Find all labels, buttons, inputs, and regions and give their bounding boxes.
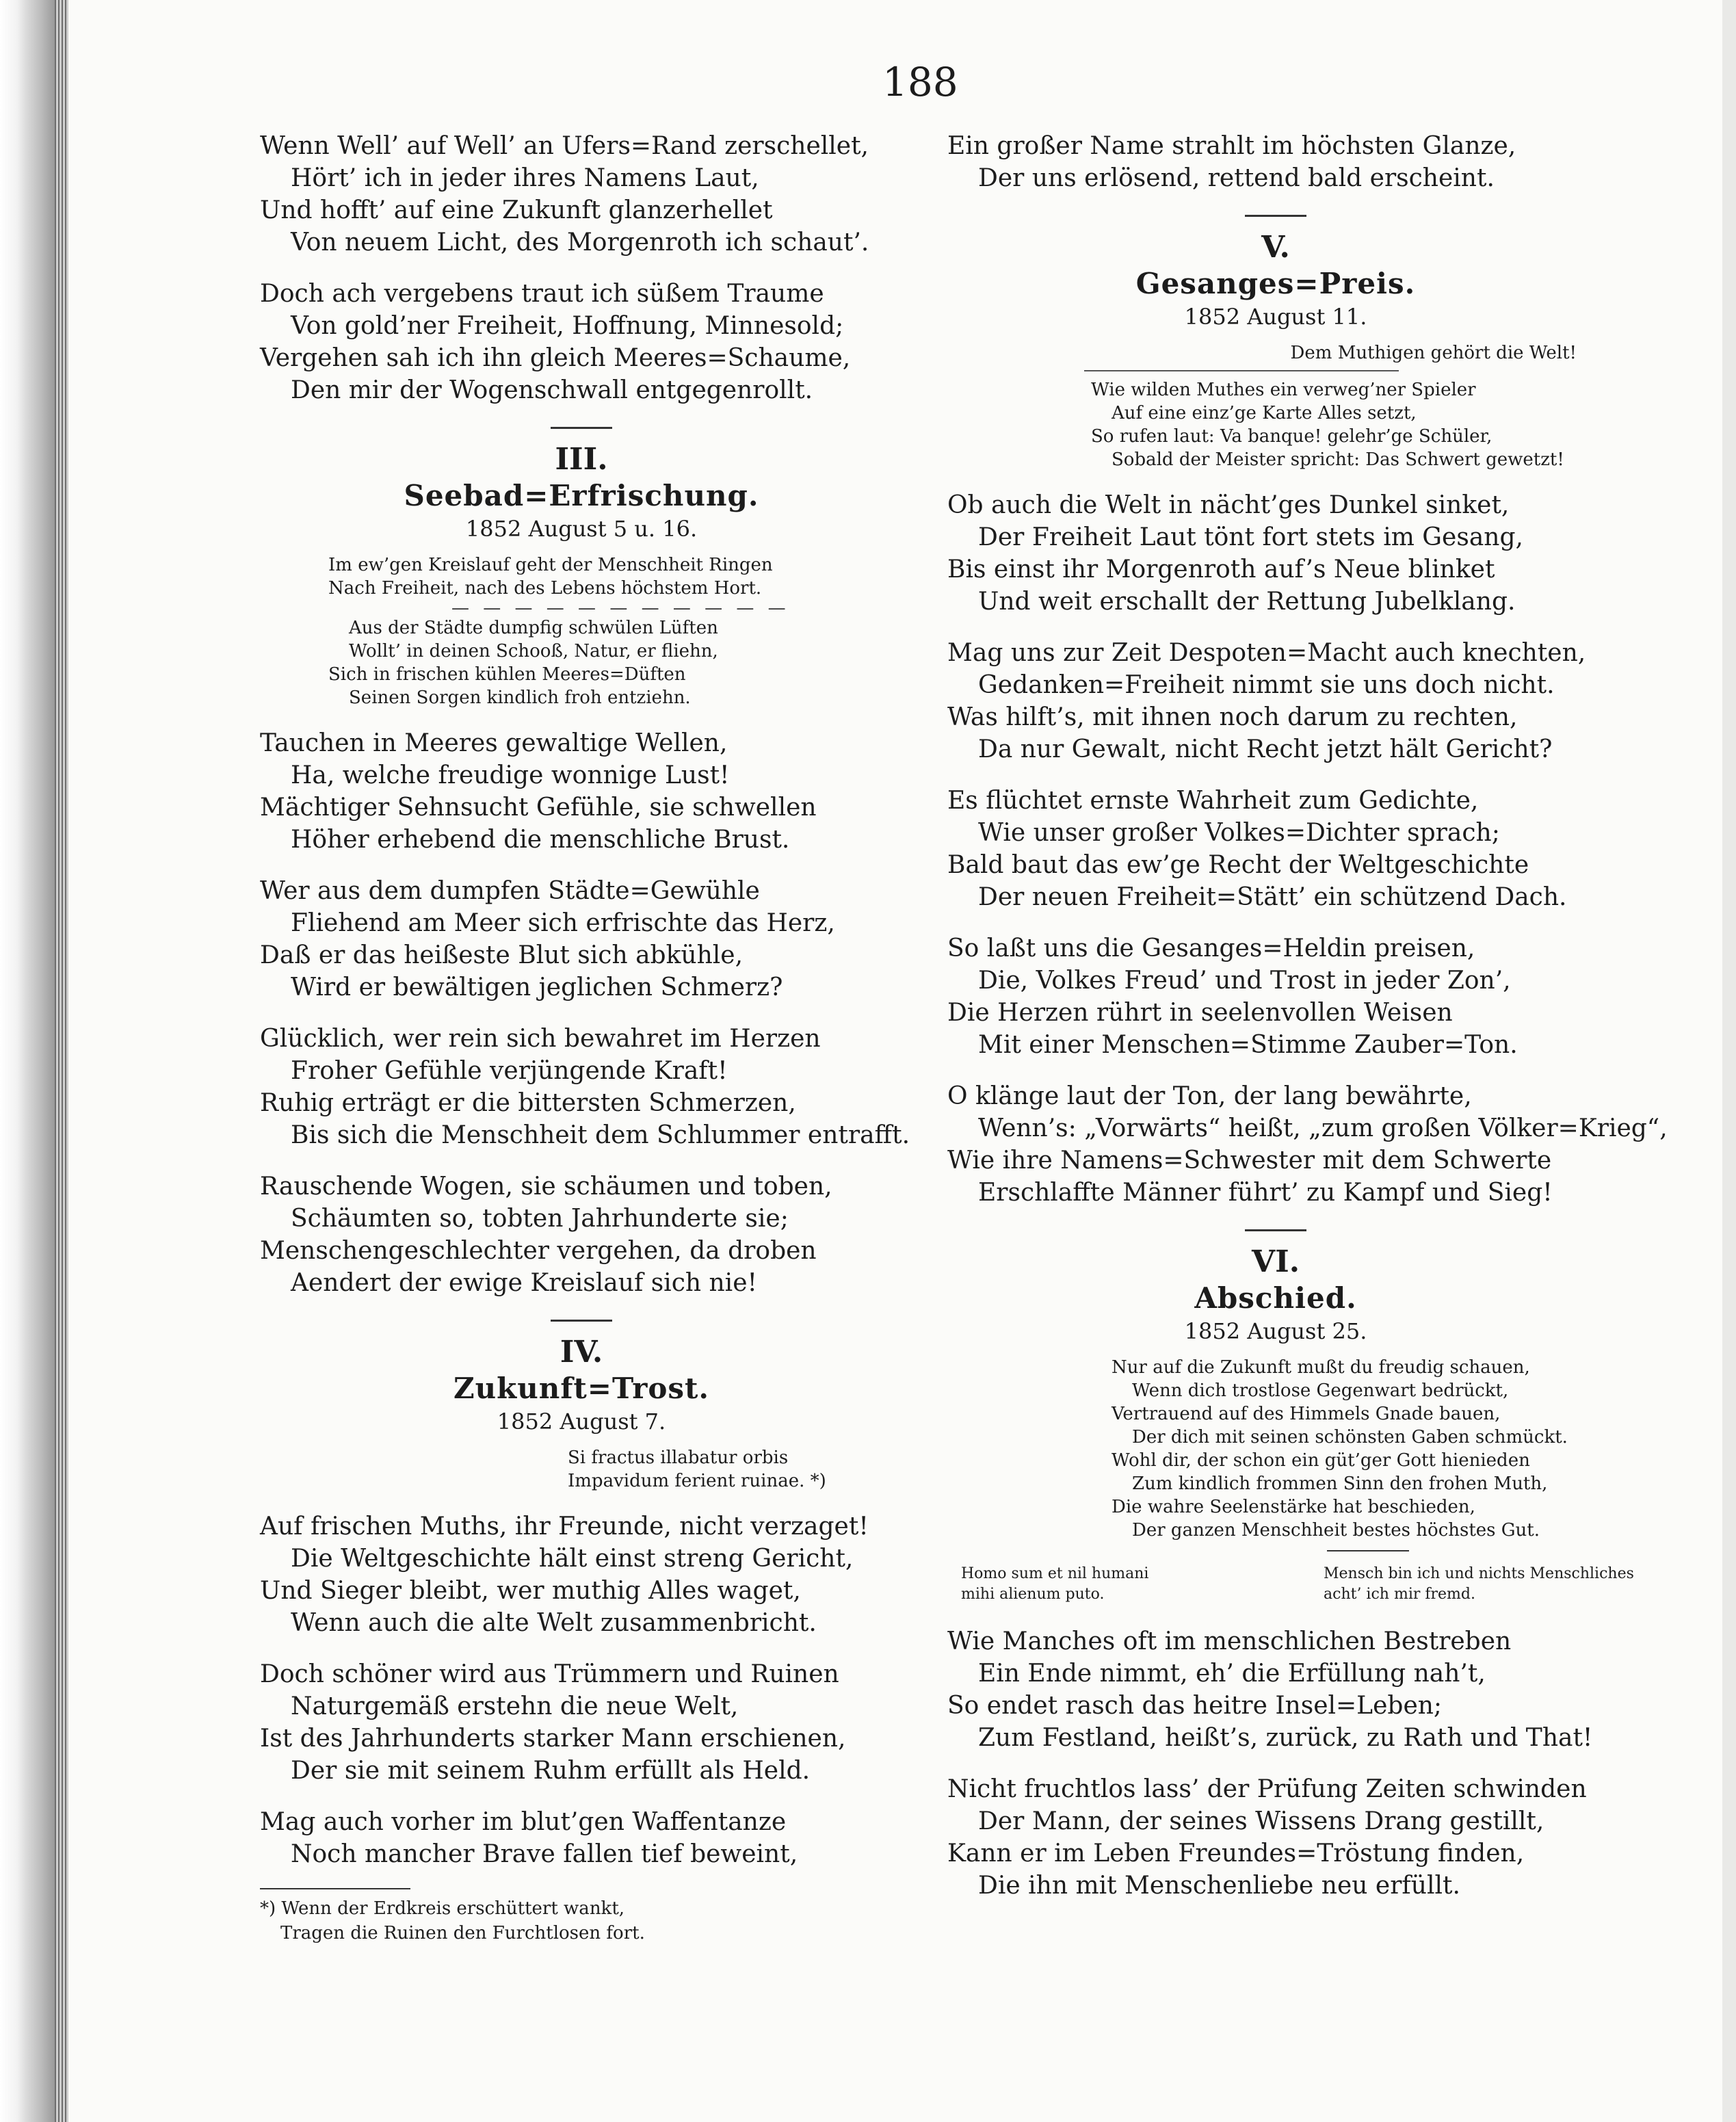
epigraph-line: Wollt’ in deinen Schooß, Natur, er fliehn, xyxy=(349,641,718,662)
section-number: IV. xyxy=(560,1335,603,1370)
intro-stanza-1 xyxy=(260,130,903,259)
epigraph-line: Der dich mit seinen schönsten Gaben schmückt. xyxy=(1132,1427,1568,1448)
verse-line: Von neuem Licht, des Morgenroth ich schaut’. xyxy=(291,228,869,257)
right-page-edge xyxy=(1722,0,1736,2122)
motto-rule xyxy=(1084,370,1399,371)
verse-line: Nicht fruchtlos lass’ der Prüfung Zeiten schwinden xyxy=(947,1775,1587,1803)
verse-line: So endet rasch das heitre Insel=Leben; xyxy=(947,1692,1443,1720)
verse-line: Den mir der Wogenschwall entgegenrollt. xyxy=(291,376,813,404)
section-date: 1852 August 5 u. 16. xyxy=(465,516,698,542)
verse-line: Aendert der ewige Kreislauf sich nie! xyxy=(291,1269,757,1297)
verse-line: Wenn auch die alte Welt zusammenbricht. xyxy=(291,1609,817,1637)
verse-line: Mächtiger Sehnsucht Gefühle, sie schwellen xyxy=(260,794,817,822)
epigraph xyxy=(1112,1356,1604,1542)
verse-line: Der neuen Freiheit=Stätt’ ein schützend Dach. xyxy=(978,883,1567,911)
stanza xyxy=(260,1023,910,1151)
verse-line: Ein Ende nimmt, eh’ die Erfüllung nah’t, xyxy=(978,1660,1486,1688)
epigraph-line: Sich in frischen kühlen Meeres=Düften xyxy=(328,664,686,685)
latin-line: mihi alienum puto. xyxy=(961,1586,1105,1603)
german-line: Mensch bin ich und nichts Menschliches xyxy=(1324,1565,1634,1582)
verse-line: Zum Festland, heißt’s, zurück, zu Rath und That! xyxy=(978,1724,1593,1752)
left-column xyxy=(260,130,910,1946)
verse-line: Es flüchtet ernste Wahrheit zum Gedichte, xyxy=(947,787,1479,815)
stanza xyxy=(260,875,903,1004)
stanza xyxy=(947,1773,1604,1902)
stanza xyxy=(947,1080,1668,1209)
verse-line: Bis einst ihr Morgenroth auf’s Neue blinket xyxy=(947,555,1495,584)
latin-quotation xyxy=(947,1564,1228,1605)
verse-line: Ruhig erträgt er die bittersten Schmerzen, xyxy=(260,1089,796,1117)
verse-line: Erschlaffte Männer führt’ zu Kampf und Sieg! xyxy=(978,1179,1553,1207)
verse-line: Ein großer Name strahlt im höchsten Glanze, xyxy=(947,132,1516,160)
verse-line: Und hofft’ auf eine Zukunft glanzerhellet xyxy=(260,196,773,224)
epigraph-line: Nur auf die Zukunft mußt du freudig schauen, xyxy=(1112,1357,1530,1378)
verse-line: Und Sieger bleibt, wer muthig Alles waget, xyxy=(260,1577,801,1605)
verse-line: Höher erhebend die menschliche Brust. xyxy=(291,826,790,854)
verse-line: Ist des Jahrhunderts starker Mann erschienen, xyxy=(260,1725,846,1753)
verse-line: Bis sich die Menschheit dem Schlummer entrafft. xyxy=(291,1121,910,1149)
verse-line: Schäumten so, tobten Jahrhunderte sie; xyxy=(291,1205,789,1233)
verse-line: Was hilft’s, mit ihnen noch darum zu rechten, xyxy=(947,703,1518,731)
epigraph-line: Impavidum ferient ruinae. *) xyxy=(568,1471,826,1491)
verse-line: Die ihn mit Menschenliebe neu erfüllt. xyxy=(978,1872,1460,1900)
verse-line: Naturgemäß erstehn die neue Welt, xyxy=(291,1692,739,1720)
verse-line: Rauschende Wogen, sie schäumen und toben, xyxy=(260,1173,832,1201)
verse-line: O klänge laut der Ton, der lang bewährte, xyxy=(947,1082,1472,1110)
epigraph-line: Vertrauend auf des Himmels Gnade bauen, xyxy=(1112,1404,1501,1424)
stanza xyxy=(947,1625,1604,1754)
verse-line: Wer aus dem dumpfen Städte=Gewühle xyxy=(260,877,760,905)
stanza xyxy=(260,1510,903,1639)
german-quotation xyxy=(1255,1564,1634,1605)
verse-line: Noch mancher Brave fallen tief beweint, xyxy=(291,1840,798,1868)
epigraph-line: Zum kindlich frommen Sinn den frohen Muth, xyxy=(1132,1473,1548,1494)
verse-line: Von gold’ner Freiheit, Hoffnung, Minnesold; xyxy=(291,312,844,340)
verse-line: Da nur Gewalt, nicht Recht jetzt hält Gericht? xyxy=(978,735,1553,763)
section-number: V. xyxy=(1261,230,1290,265)
quotation-pair xyxy=(947,1564,1634,1605)
section-title: Seebad=Erfrischung. xyxy=(404,479,759,512)
epigraph-line: Seinen Sorgen kindlich froh entziehn. xyxy=(349,687,691,708)
verse-line: Fliehend am Meer sich erfrischte das Herz, xyxy=(291,909,835,937)
verse-line: Kann er im Leben Freundes=Tröstung finden, xyxy=(947,1839,1525,1868)
stanza xyxy=(947,489,1604,618)
verse-line: So laßt uns die Gesanges=Heldin preisen, xyxy=(947,934,1475,962)
stanza xyxy=(260,1806,903,1870)
verse-line: Gedanken=Freiheit nimmt sie uns doch nicht. xyxy=(978,671,1555,699)
verse-line: Die, Volkes Freud’ und Trost in jeder Zon’, xyxy=(978,967,1511,995)
stanza xyxy=(260,727,903,856)
verse-line: Froher Gefühle verjüngende Kraft! xyxy=(291,1057,728,1085)
verse-line: Ob auch die Welt in nächt’ges Dunkel sinket, xyxy=(947,491,1510,519)
verse-line: Die Weltgeschichte hält einst streng Gericht, xyxy=(291,1545,854,1573)
epigraph-line: Nach Freiheit, nach des Lebens höchstem Hort. xyxy=(328,578,762,599)
epigraph-line: Wenn dich trostlose Gegenwart bedrückt, xyxy=(1132,1380,1509,1401)
epigraph xyxy=(1091,378,1604,471)
verse-line: Der Freiheit Laut tönt fort stets im Gesang, xyxy=(978,523,1523,551)
footnote-line: *) Wenn der Erdkreis erschüttert wankt, xyxy=(260,1898,625,1919)
epigraph-line: Der ganzen Menschheit bestes höchstes Gut. xyxy=(1132,1520,1540,1541)
verse-line: Hört’ ich in jeder ihres Namens Laut, xyxy=(291,164,759,192)
section-title: Zukunft=Trost. xyxy=(453,1372,710,1405)
footnote-rule xyxy=(260,1888,410,1889)
verse-line: Doch ach vergebens traut ich süßem Traume xyxy=(260,280,824,308)
epigraph-line: Wie wilden Muthes ein verweg’ner Spieler xyxy=(1091,380,1476,400)
verse-line: Auf frischen Muths, ihr Freunde, nicht verzaget! xyxy=(260,1512,869,1541)
latin-line: Homo sum et nil humani xyxy=(961,1565,1149,1582)
verse-line: Die Herzen rührt in seelenvollen Weisen xyxy=(947,999,1453,1027)
stanza xyxy=(260,1658,903,1787)
verse-line: Menschengeschlechter vergehen, da droben xyxy=(260,1237,817,1265)
stanza xyxy=(260,1170,903,1299)
section-divider xyxy=(551,427,612,429)
verse-line: Wie Manches oft im menschlichen Bestreben xyxy=(947,1627,1512,1655)
verse-line: Glücklich, wer rein sich bewahret im Herzen xyxy=(260,1025,821,1053)
verse-line: Ha, welche freudige wonnige Lust! xyxy=(291,761,730,789)
verse-line: Mit einer Menschen=Stimme Zauber=Ton. xyxy=(978,1031,1518,1059)
verse-line: Mag auch vorher im blut’gen Waffentanze xyxy=(260,1808,787,1836)
verse-line: Mag uns zur Zeit Despoten=Macht auch knechten, xyxy=(947,639,1586,667)
section-number: III. xyxy=(555,442,608,477)
page-number: 188 xyxy=(882,59,958,105)
verse-line: Der Mann, der seines Wissens Drang gestillt, xyxy=(978,1807,1544,1835)
page-binding-stack xyxy=(55,0,68,2122)
section-date: 1852 August 25. xyxy=(1184,1318,1367,1344)
verse-line: Der sie mit seinem Ruhm erfüllt als Held. xyxy=(291,1757,811,1785)
motto: Dem Muthigen gehört die Welt! xyxy=(1290,343,1577,363)
verse-line: Der uns erlösend, rettend bald erscheint. xyxy=(978,164,1495,192)
section-divider xyxy=(1245,215,1306,217)
verse-line: Doch schöner wird aus Trümmern und Ruinen xyxy=(260,1660,839,1688)
stanza xyxy=(947,637,1604,765)
section-divider xyxy=(551,1320,612,1322)
dash-separator: — — — — — — — — — — — xyxy=(451,598,790,618)
verse-line: Daß er das heißeste Blut sich abkühle, xyxy=(260,941,744,969)
verse-line: Wenn’s: „Vorwärts“ heißt, „zum großen Völker=Krieg“, xyxy=(978,1114,1668,1142)
right-column xyxy=(947,130,1668,1921)
section-title: Gesanges=Preis. xyxy=(1135,267,1416,300)
epigraph-line: Im ew’gen Kreislauf geht der Menschheit Ringen xyxy=(328,555,773,575)
section-date: 1852 August 7. xyxy=(497,1409,666,1435)
epigraph-line: Die wahre Seelenstärke hat beschieden, xyxy=(1112,1497,1475,1517)
stanza xyxy=(947,785,1604,913)
verse-line: Wie ihre Namens=Schwester mit dem Schwerte xyxy=(947,1147,1552,1175)
epigraph-line: So rufen laut: Va banque! gelehr’ge Schüler, xyxy=(1091,426,1492,447)
section-divider xyxy=(1245,1229,1306,1231)
epigraph-line: Aus der Städte dumpfig schwülen Lüften xyxy=(349,618,718,638)
epigraph-rule xyxy=(1327,1550,1409,1551)
epigraph-line: Auf eine einz’ge Karte Alles setzt, xyxy=(1112,403,1417,423)
verse-line: Bald baut das ew’ge Recht der Weltgeschichte xyxy=(947,851,1529,879)
epigraph xyxy=(328,553,903,709)
section-number: VI. xyxy=(1251,1244,1300,1279)
german-line: acht’ ich mir fremd. xyxy=(1324,1586,1475,1603)
epigraph-line: Wohl dir, der schon ein güt’ger Gott hienieden xyxy=(1112,1450,1530,1471)
verse-line: Wie unser großer Volkes=Dichter sprach; xyxy=(978,819,1500,847)
intro-stanza-2 xyxy=(260,278,903,406)
verse-line: Vergehen sah ich ihn gleich Meeres=Schaume, xyxy=(260,344,851,372)
epigraph xyxy=(568,1446,903,1493)
verse-line: Und weit erschallt der Rettung Jubelklang. xyxy=(978,588,1516,616)
verse-line: Wenn Well’ auf Well’ an Ufers=Rand zerschellet, xyxy=(260,132,869,160)
verse-line: Wird er bewältigen jeglichen Schmerz? xyxy=(291,973,783,1001)
verse-line: Tauchen in Meeres gewaltige Wellen, xyxy=(260,729,728,757)
epigraph-line: Si fractus illabatur orbis xyxy=(568,1448,789,1468)
section-title: Abschied. xyxy=(1194,1281,1357,1315)
footnote-line: Tragen die Ruinen den Furchtlosen fort. xyxy=(280,1923,645,1943)
intro-lines xyxy=(947,130,1604,194)
page-edge xyxy=(0,0,55,2122)
epigraph-line: Sobald der Meister spricht: Das Schwert gewetzt! xyxy=(1112,449,1564,470)
stanza xyxy=(947,932,1604,1061)
section-date: 1852 August 11. xyxy=(1184,304,1367,330)
